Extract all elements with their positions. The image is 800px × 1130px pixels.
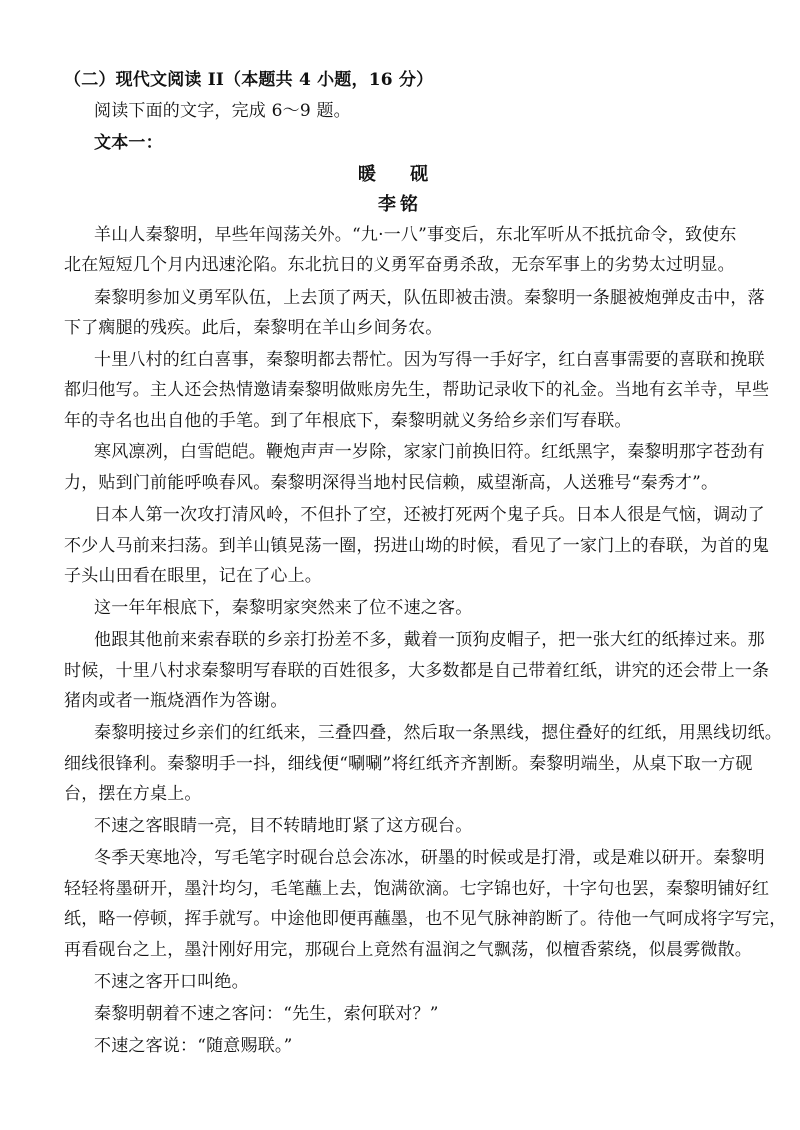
text-line: 纸，略一停顿，挥手就写。中途他即便再蘸墨，也不见气脉神韵断了。待他一气呵成将字写完， [64, 909, 787, 929]
text-line: 猪肉或者一瓶烧酒作为答谢。 [64, 691, 288, 711]
text-line: 不速之客说：“随意赐联。” [94, 1036, 293, 1056]
text-line: 北在短短几个月内迅速沦陷。东北抗日的义勇军奋勇杀敌，无奈军事上的劣势太过明显。 [64, 255, 735, 275]
text-label: 文本一： [94, 133, 163, 153]
text-line: 不速之客开口叫绝。 [94, 972, 249, 992]
text-line: 十里八村的红白喜事，秦黎明都去帮忙。因为写得一手好字，红白喜事需要的喜联和挽联 [94, 350, 765, 370]
text-line: 下了瘸腿的残疾。此后，秦黎明在羊山乡间务农。 [64, 318, 443, 338]
text-line: 秦黎明接过乡亲们的红纸来，三叠四叠，然后取一条黑线，摁住叠好的红纸，用黑线切纸。 [94, 723, 782, 743]
text-line: 都归他写。主人还会热情邀请秦黎明做账房先生，帮助记录收下的礼金。当地有玄羊寺，早些 [64, 380, 770, 400]
text-line: 秦黎明朝着不速之客问：“先生，索何联对？” [94, 1004, 439, 1024]
text-line: 细线很锋利。秦黎明手一抖，细线便“唰唰”将红纸齐齐割断。秦黎明端坐，从桌下取一方砚 [64, 754, 753, 774]
text-line: 力，贴到门前能呼唤春风。秦黎明深得当地村民信赖，威望渐高，人送雅号“秦秀才”。 [64, 473, 719, 493]
text-line: 日本人第一次攻打清风岭，不但扑了空，还被打死两个鬼子兵。日本人很是气恼，调动了 [94, 505, 765, 525]
text-line: 不速之客眼睛一亮，目不转睛地盯紧了这方砚台。 [94, 816, 473, 836]
instruction-text: 阅读下面的文字，完成 6～9 题。 [94, 101, 351, 121]
text-line: 年的寺名也出自他的手笔。到了年根底下，秦黎明就义务给乡亲们写春联。 [64, 411, 632, 431]
text-line: 不少人马前来扫荡。到羊山镇晃荡一圈，拐进山坳的时候，看见了一家门上的春联，为首的鬼 [64, 536, 770, 556]
story-title: 暖 砚 [357, 164, 443, 185]
text-line: 台，摆在方桌上。 [64, 784, 202, 804]
text-line: 羊山人秦黎明，早些年闯荡关外。“九·一八”事变后，东北军听从不抵抗命令，致使东 [94, 225, 737, 245]
section-heading: （二）现代文阅读 II（本题共 4 小题，16 分） [64, 70, 434, 90]
text-line: 子头山田看在眼里，记在了心上。 [64, 566, 322, 586]
text-line: 秦黎明参加义勇军队伍，上去顶了两天，队伍即被击溃。秦黎明一条腿被炮弹皮击中，落 [94, 288, 765, 308]
text-line: 冬季天寒地冷，写毛笔字时砚台总会冻冰，研墨的时候或是打滑，或是难以研开。秦黎明 [94, 848, 765, 868]
text-line: 这一年年根底下，秦黎明家突然来了位不速之客。 [94, 598, 473, 618]
text-line: 时候，十里八村求秦黎明写春联的百姓很多，大多数都是自己带着红纸，讲究的还会带上一条 [64, 661, 770, 681]
text-line: 寒风凛冽，白雪皑皑。鞭炮声声一岁除，家家门前换旧符。红纸黑字，秦黎明那字苍劲有 [94, 442, 765, 462]
story-author: 李铭 [378, 194, 422, 215]
text-line: 轻轻将墨研开，墨汁均匀，毛笔蘸上去，饱满欲滴。七字锦也好，十字句也罢，秦黎明铺好红 [64, 879, 770, 899]
text-line: 再看砚台之上，墨汁刚好用完，那砚台上竟然有温润之气飘荡，似檀香萦绕，似晨雾微散。 [64, 940, 752, 960]
text-line: 他跟其他前来索春联的乡亲打扮差不多，戴着一顶狗皮帽子，把一张大红的纸捧过来。那 [94, 630, 765, 650]
